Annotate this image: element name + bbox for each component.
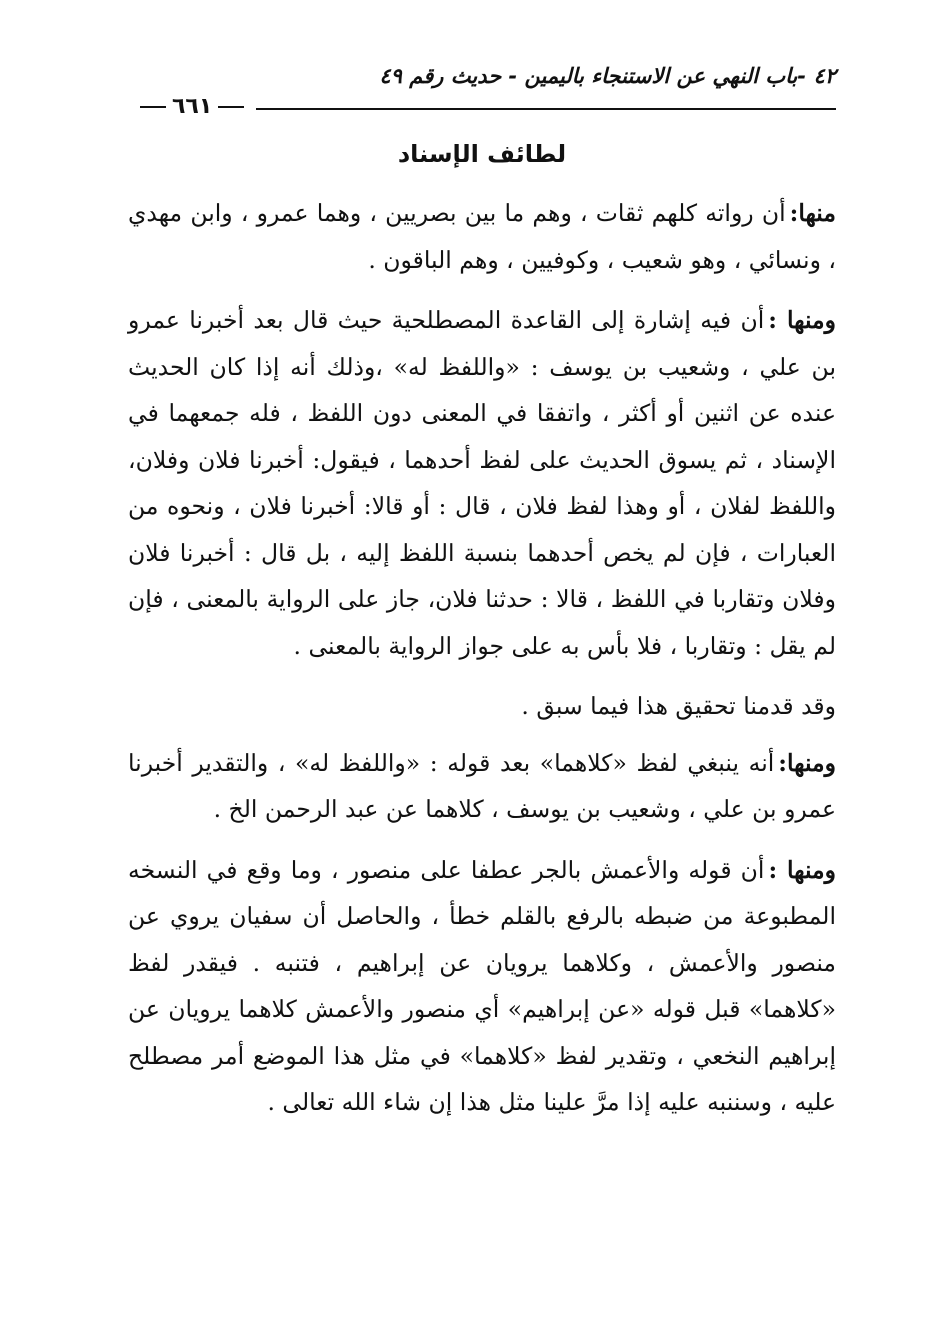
chapter-title: ٤٢ -باب النهي عن الاستنجاء باليمين - حديث رقم ٤٩ [379, 64, 836, 88]
paragraph-lead: ومنها: [778, 748, 836, 777]
paragraph-text: وقد قدمنا تحقيق هذا فيما سبق . [521, 692, 836, 720]
paragraph-text: أن رواته كلهم ثقات ، وهم ما بين بصريين ، وهما عمرو ، وابن مهدي ، ونسائي ، وهو شعيب ، وكوفيين ، وهم الباقون . [128, 199, 836, 274]
paragraph-lead: منها: [789, 199, 836, 227]
paragraph-text: أنه ينبغي لفظ «كلاهما» بعد قوله : «واللفظ له» ، والتقدير أخبرنا عمرو بن علي ، وشعيب بن يوسف ، كلاهما عن عبد الرحمن الخ . [128, 748, 836, 823]
paragraph-4 [128, 740, 836, 833]
paragraph-1 [128, 190, 836, 283]
page-number: ٦٦١ [128, 94, 256, 119]
body-text [128, 190, 836, 1140]
paragraph-5 [128, 847, 836, 1126]
paragraph-text: أن فيه إشارة إلى القاعدة المصطلحية حيث قال بعد أخبرنا عمرو بن علي ، وشعيب بن يوسف : «واللفظ له» ،وذلك أنه إذا كان الحديث عنده عن اثنين أو أكثر ، واتفقا في المعنى دون اللفظ ، فله جمعهما في الإسناد ، ثم يسوق الحديث على لفظ أحدهما ، فيقول: أخبرنا فلان وفلان، واللفظ لفلان ، أو وهذا لفظ فلان ، قال : أو قالا: أخبرنا فلان ، ونحوه من العبارات ، فإن لم يخص أحدهما بنسبة اللفظ إليه ، بل قال : أخبرنا فلان وفلان وتقاربا في اللفظ ، قالا : حدثنا فلان، جاز على الرواية بالمعنى ، فإن لم يقل : وتقاربا ، فلا بأس به على جواز الرواية بالمعنى . [128, 306, 836, 660]
section-heading: لطائف الإسناد [397, 140, 567, 168]
paragraph-lead: ومنها : [768, 855, 836, 884]
paragraph-2 [128, 297, 836, 669]
paragraph-text: أن قوله والأعمش بالجر عطفا على منصور ، وما وقع في النسخه المطبوعة من ضبطه بالرفع بالقلم خطأ ، والحاصل أن سفيان يروي عن منصور والأعمش ، وكلاهما يرويان عن إبراهيم ، فتنبه . فيقدر لفظ «كلاهما» قبل قوله «عن إبراهيم» أي منصور والأعمش كلاهما يرويان عن إبراهيم النخعي ، وتقدير لفظ «كلاهما» في مثل هذا الموضع أمر مصطلح عليه ، وسننبه عليه إذا مرَّ علينا مثل هذا إن شاء الله تعالى . [128, 855, 836, 1116]
paragraph-3 [128, 683, 836, 730]
running-header [128, 64, 836, 124]
paragraph-lead: ومنها : [768, 306, 836, 334]
header-rule [220, 108, 836, 110]
